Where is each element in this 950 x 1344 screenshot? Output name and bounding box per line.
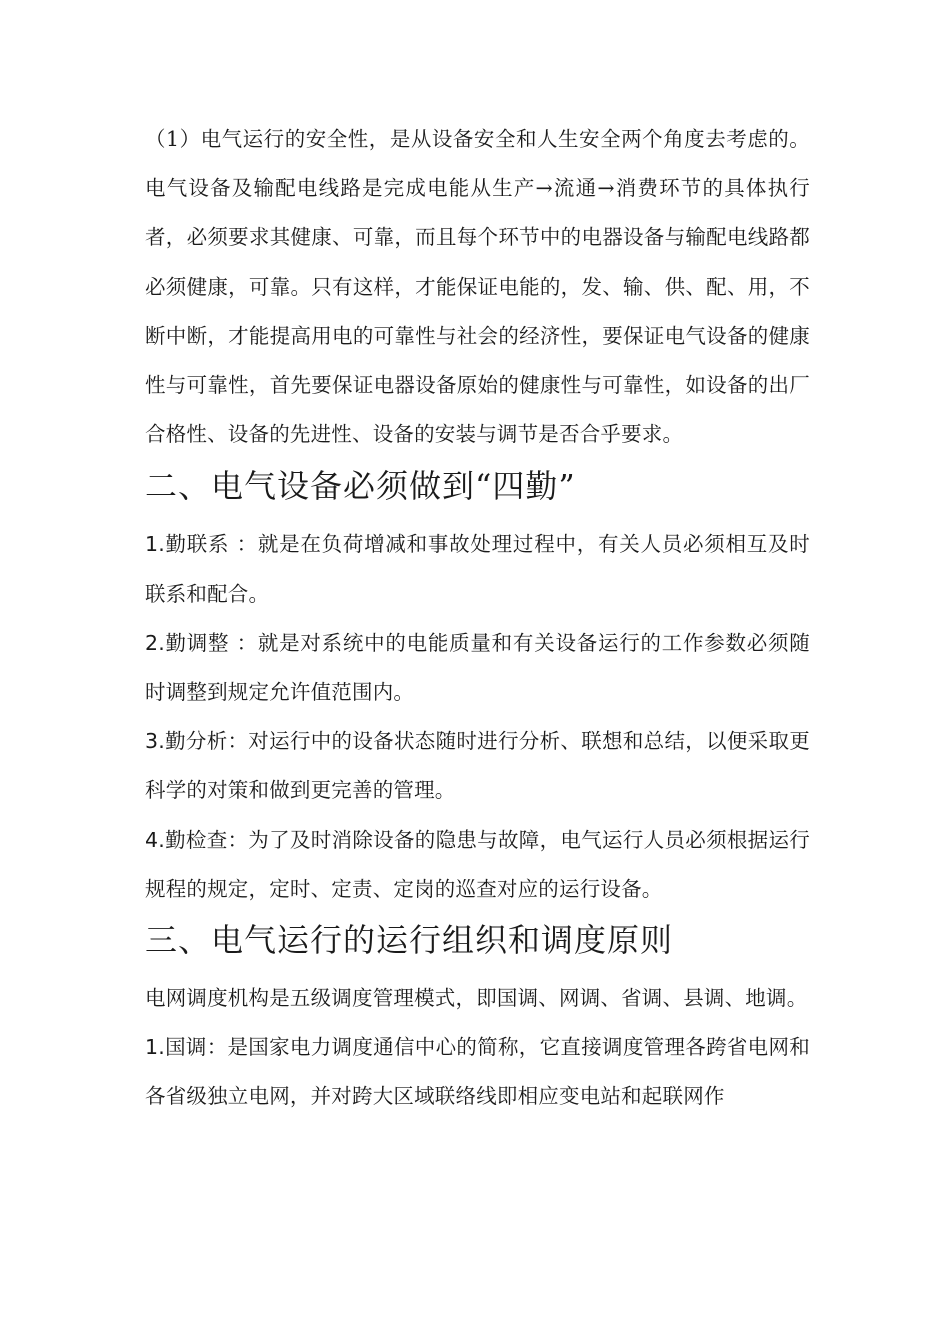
section-3-item-1 [145,1023,810,1121]
item-text: 勤检查：为了及时消除设备的隐患与故障，电气运行人员必须根据运行规程的规定，定时、定责、定岗的巡查对应的运行设备。 [145,827,810,901]
section-2-item-3 [145,717,810,815]
item-text: 勤调整 ：就是对系统中的电能质量和有关设备运行的工作参数必须随时调整到规定允许值范围内。 [145,630,810,705]
item-number: 1. [145,532,165,557]
item-number: 1. [145,1035,165,1060]
item-number: 4. [145,827,165,852]
document-body [145,115,810,1122]
item-text: 勤分析：对运行中的设备状态随时进行分析、联想和总结，以便采取更科学的对策和做到更完善的管理。 [145,729,810,803]
section-2-item-1 [145,520,810,618]
intro-paragraph: （1）电气运行的安全性，是从设备安全和人生安全两个角度去考虑的。电气设备及输配电线路是完成电能从生产→流通→消费环节的具体执行者，必须要求其健康、可靠，而且每个环节中的电器设备与输配电线路都必须健康，可靠。只有这样，才能保证电能的，发、输、供、配、用，不断中断，才能提高用电的可靠性与社会的经济性，要保证电气设备的健康性与可靠性，首先要保证电器设备原始的健康性与可靠性，如设备的出厂合格性、设备的先进性、设备的安装与调节是否合乎要求。 [145,127,810,447]
section-2-item-4 [145,816,810,914]
item-text: 国调：是国家电力调度通信中心的简称，它直接调度管理各跨省电网和各省级独立电网，并对跨大区域联络线即相应变电站和起联网作 [145,1035,810,1109]
section-2-heading: 二、电气设备必须做到“四勤” [145,467,576,506]
section-3-heading: 三、电气运行的运行组织和调度原则 [145,921,674,960]
section-2-item-2 [145,619,810,717]
item-text: 勤联系 ：就是在负荷增减和事故处理过程中，有关人员必须相互及时联系和配合。 [145,532,810,606]
section-3-intro: 电网调度机构是五级调度管理模式，即国调、网调、省调、县调、地调。 [145,986,808,1011]
item-number: 2. [145,630,165,655]
item-number: 3. [145,729,165,754]
